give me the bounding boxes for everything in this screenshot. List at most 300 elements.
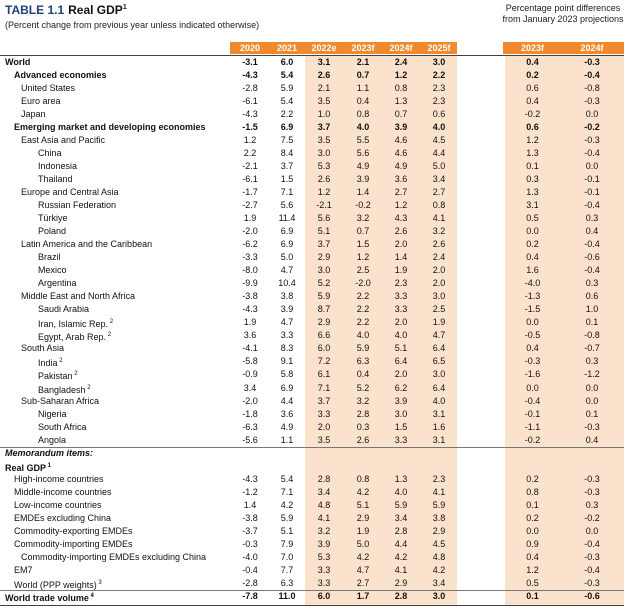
table-row xyxy=(0,421,624,434)
cell-value: 5.3 xyxy=(317,551,331,562)
cell-value: 1.3 xyxy=(394,96,408,107)
cell-value: -0.3 xyxy=(584,57,600,67)
table-row xyxy=(0,434,624,447)
cell-value: 5.5 xyxy=(356,135,370,146)
cell-value: 4.7 xyxy=(432,330,446,341)
cell-value: 3.1 xyxy=(432,408,446,419)
cell-value: 3.9 xyxy=(280,304,294,315)
cell-value: 3.6 xyxy=(394,174,408,185)
cell-value: 1.2 xyxy=(394,200,408,211)
row-label xyxy=(21,290,135,303)
cell-value: 2.9 xyxy=(432,525,446,536)
cell-value: -4.0 xyxy=(524,278,541,289)
cell-value: 9.1 xyxy=(280,356,294,367)
cell-value: -0.1 xyxy=(524,408,541,419)
cell-value: 5.2 xyxy=(356,382,370,393)
table-row xyxy=(0,56,624,69)
cell-value: -3.1 xyxy=(242,57,258,67)
table-row xyxy=(0,342,624,355)
cell-value: 2.7 xyxy=(356,577,370,588)
cell-value: 2.6 xyxy=(317,174,331,185)
cell-value: -1.7 xyxy=(242,187,258,198)
cell-value: 0.8 xyxy=(526,486,539,497)
cell-value: 6.5 xyxy=(432,356,446,367)
table-row xyxy=(0,199,624,212)
cell-value: 0.3 xyxy=(585,356,599,367)
cell-value: 5.6 xyxy=(356,148,370,159)
cell-value: 5.9 xyxy=(394,499,408,510)
row-label-text: Real GDP xyxy=(5,462,47,473)
column-header-2024f: 2024f xyxy=(580,43,604,53)
row-label-text: Commodity-importing EMDEs excluding China xyxy=(21,551,207,562)
cell-value: 1.7 xyxy=(356,590,370,601)
cell-value: 0.0 xyxy=(526,382,539,393)
cell-value: -0.6 xyxy=(584,590,600,601)
footnote-marker: 3 xyxy=(96,579,102,586)
cell-value: 0.4 xyxy=(526,57,539,67)
cell-value: 1.9 xyxy=(356,525,370,536)
cell-value: 0.4 xyxy=(526,96,539,107)
row-label xyxy=(38,212,68,225)
column-header-2021: 2021 xyxy=(276,43,298,53)
cell-value: 3.9 xyxy=(317,538,331,549)
cell-value: -4.0 xyxy=(242,551,258,562)
cell-value: 0.4 xyxy=(585,226,599,237)
cell-value: 5.6 xyxy=(317,213,331,224)
table-row xyxy=(0,147,624,160)
cell-value: 5.4 xyxy=(280,473,294,484)
cell-value: 3.2 xyxy=(356,395,370,406)
row-label-text: Egypt, Arab Rep. xyxy=(38,332,107,343)
cell-value: 0.7 xyxy=(356,70,370,81)
cell-value: -0.4 xyxy=(584,564,600,575)
cell-value: -8.0 xyxy=(242,265,258,276)
cell-value: 3.2 xyxy=(317,525,331,536)
cell-value: -0.4 xyxy=(584,239,600,250)
row-label xyxy=(21,82,75,95)
cell-value: 0.0 xyxy=(585,395,599,406)
row-label-text: Middle East and North Africa xyxy=(21,291,136,302)
table-row xyxy=(0,238,624,251)
column-header-2023f: 2023f xyxy=(351,43,375,53)
cell-value: 2.6 xyxy=(394,226,408,237)
cell-value: -0.3 xyxy=(242,538,258,549)
cell-value: 0.4 xyxy=(526,551,539,562)
row-label xyxy=(38,434,66,447)
cell-value: 0.0 xyxy=(526,226,539,237)
row-label-text: Türkiye xyxy=(38,213,68,224)
row-label-text: East Asia and Pacific xyxy=(21,135,106,146)
cell-value: 3.0 xyxy=(394,408,408,419)
cell-value: 2.8 xyxy=(394,590,408,601)
row-label-text: EMDEs excluding China xyxy=(14,512,112,523)
row-label-text: World (PPP weights) xyxy=(14,579,97,590)
cell-value: 3.4 xyxy=(317,486,331,497)
table-row xyxy=(0,121,624,134)
cell-value: -0.4 xyxy=(584,538,600,549)
cell-value: -0.2 xyxy=(584,512,600,523)
cell-value: 5.1 xyxy=(280,525,294,536)
cell-value: 3.3 xyxy=(317,577,331,588)
cell-value: -0.8 xyxy=(584,83,600,94)
cell-value: 0.1 xyxy=(585,408,599,419)
cell-value: 7.5 xyxy=(280,135,294,146)
cell-value: -1.8 xyxy=(242,408,258,419)
row-label xyxy=(14,512,111,525)
cell-value: 3.7 xyxy=(317,239,331,250)
cell-value: 0.8 xyxy=(432,200,446,211)
cell-value: 1.6 xyxy=(432,421,446,432)
cell-value: 1.2 xyxy=(243,135,257,146)
footnote-marker: 2 xyxy=(106,332,112,339)
table-row xyxy=(0,212,624,225)
cell-value: 3.3 xyxy=(394,434,408,445)
row-label xyxy=(38,277,77,290)
table-title-footnote: 1 xyxy=(122,4,127,11)
row-label-text: Europe and Central Asia xyxy=(21,187,119,198)
cell-value: 4.2 xyxy=(356,486,370,497)
row-label xyxy=(14,121,206,134)
table-row xyxy=(0,251,624,264)
cell-value: -0.2 xyxy=(524,434,541,445)
row-label-text: Memorandum items: xyxy=(5,447,94,458)
footnote-marker: 2 xyxy=(108,319,114,326)
cell-value: 1.5 xyxy=(356,239,370,250)
cell-value: 1.4 xyxy=(243,499,257,510)
table-row xyxy=(0,160,624,173)
cell-value: 1.0 xyxy=(317,109,331,120)
cell-value: 3.8 xyxy=(432,512,446,523)
cell-value: 2.2 xyxy=(432,70,446,81)
cell-value: -0.5 xyxy=(524,330,541,341)
column-header-2023f: 2023f xyxy=(520,43,545,53)
cell-value: 2.2 xyxy=(243,148,257,159)
cell-value: 4.2 xyxy=(394,551,408,562)
cell-value: 3.4 xyxy=(394,512,408,523)
table-row xyxy=(0,473,624,486)
row-label xyxy=(14,486,112,499)
row-label-text: Emerging market and developing economies xyxy=(14,122,206,133)
cell-value: 3.0 xyxy=(432,57,446,67)
cell-value: 7.9 xyxy=(280,538,294,549)
cell-value: 3.0 xyxy=(317,148,331,159)
cell-value: 1.9 xyxy=(243,213,257,224)
cell-value: -0.1 xyxy=(584,174,600,185)
footnote-marker: 2 xyxy=(57,358,63,365)
row-label-text: Commodity-exporting EMDEs xyxy=(14,525,133,536)
row-label xyxy=(38,303,89,316)
cell-value: 3.9 xyxy=(394,122,408,133)
cell-value: 7.1 xyxy=(317,382,331,393)
cell-value: -2.1 xyxy=(316,200,332,211)
cell-value: 3.1 xyxy=(526,200,539,211)
cell-value: 5.0 xyxy=(432,161,446,172)
cell-value: 11.4 xyxy=(278,213,296,224)
table-title xyxy=(5,3,127,17)
cell-value: 5.2 xyxy=(317,278,331,289)
cell-value: 4.7 xyxy=(356,564,370,575)
cell-value: 0.0 xyxy=(585,109,599,120)
cell-value: 5.9 xyxy=(356,343,370,354)
cell-value: 4.0 xyxy=(356,122,370,133)
row-label-text: South Africa xyxy=(38,421,87,432)
cell-value: 0.3 xyxy=(526,174,539,185)
cell-value: 3.8 xyxy=(280,291,294,302)
projection-diff-header: Percentage point differences from January 2023 projections xyxy=(502,3,624,24)
cell-value: 1.9 xyxy=(394,265,408,276)
cell-value: 0.0 xyxy=(585,382,599,393)
cell-value: 4.9 xyxy=(394,161,408,172)
cell-value: 4.2 xyxy=(356,551,370,562)
cell-value: 2.0 xyxy=(432,278,446,289)
row-label xyxy=(14,69,107,82)
cell-value: 1.2 xyxy=(526,564,539,575)
column-header-2020: 2020 xyxy=(239,43,261,53)
cell-value: -1.5 xyxy=(242,122,258,133)
cell-value: 6.3 xyxy=(356,356,370,367)
cell-value: 3.1 xyxy=(317,57,331,67)
table-row xyxy=(0,186,624,199)
table-row xyxy=(0,303,624,316)
cell-value: -4.3 xyxy=(242,109,258,120)
cell-value: 3.3 xyxy=(317,564,331,575)
footnote-marker: 1 xyxy=(46,462,52,469)
cell-value: 3.4 xyxy=(432,577,446,588)
cell-value: 0.4 xyxy=(356,96,370,107)
cell-value: 4.2 xyxy=(280,499,294,510)
cell-value: 2.9 xyxy=(394,577,408,588)
cell-value: 3.7 xyxy=(280,161,294,172)
column-header-2025f: 2025f xyxy=(427,43,451,53)
table-row xyxy=(0,69,624,82)
cell-value: 7.1 xyxy=(280,486,294,497)
cell-value: 1.1 xyxy=(356,83,370,94)
cell-value: 6.3 xyxy=(280,577,294,588)
cell-value: -0.6 xyxy=(584,252,600,263)
cell-value: 4.0 xyxy=(432,122,446,133)
cell-value: 6.9 xyxy=(280,382,294,393)
cell-value: 3.3 xyxy=(280,330,294,341)
cell-value: 0.1 xyxy=(585,317,599,328)
cell-value: 4.7 xyxy=(280,317,294,328)
cell-value: -2.1 xyxy=(242,161,258,172)
cell-value: 4.3 xyxy=(394,213,408,224)
cell-value: 0.1 xyxy=(526,499,539,510)
cell-value: 2.8 xyxy=(394,525,408,536)
cell-value: -0.7 xyxy=(584,343,600,354)
table-row xyxy=(0,329,624,342)
table-row xyxy=(0,277,624,290)
table-row xyxy=(0,486,624,499)
table-row xyxy=(0,551,624,564)
footnote-marker: 2 xyxy=(72,371,78,378)
row-label-text: Angola xyxy=(38,434,67,445)
cell-value: 0.1 xyxy=(526,590,539,601)
cell-value: -1.3 xyxy=(524,291,541,302)
cell-value: 4.4 xyxy=(280,395,294,406)
row-label xyxy=(21,108,46,121)
table-row xyxy=(0,316,624,329)
cell-value: 2.5 xyxy=(356,265,370,276)
cell-value: 1.3 xyxy=(526,187,539,198)
footnote-marker: 2 xyxy=(85,384,91,391)
cell-value: 7.1 xyxy=(280,187,294,198)
table-row xyxy=(0,577,624,590)
row-label xyxy=(14,499,102,512)
row-label xyxy=(21,551,206,564)
cell-value: -0.3 xyxy=(584,486,600,497)
cell-value: 1.5 xyxy=(394,421,408,432)
cell-value: 2.0 xyxy=(394,369,408,380)
cell-value: 3.7 xyxy=(317,395,331,406)
cell-value: 4.8 xyxy=(432,551,446,562)
row-label xyxy=(21,395,99,408)
cell-value: 6.4 xyxy=(432,343,446,354)
cell-value: 0.8 xyxy=(356,473,370,484)
cell-value: 5.4 xyxy=(280,96,294,107)
table-name: Real GDP xyxy=(68,3,123,17)
cell-value: -3.7 xyxy=(242,525,258,536)
row-divider xyxy=(0,590,624,591)
row-label-text: Japan xyxy=(21,109,46,120)
cell-value: 0.6 xyxy=(526,83,539,94)
cell-value: -1.5 xyxy=(524,304,541,315)
cell-value: 2.5 xyxy=(432,304,446,315)
table-row xyxy=(0,590,624,603)
cell-value: 6.4 xyxy=(394,356,408,367)
cell-value: -1.2 xyxy=(584,369,600,380)
cell-value: 2.2 xyxy=(356,304,370,315)
table-row xyxy=(0,538,624,551)
row-label xyxy=(38,408,67,421)
table-row xyxy=(0,564,624,577)
cell-value: -0.3 xyxy=(584,421,600,432)
cell-value: -0.9 xyxy=(242,369,258,380)
cell-value: 3.0 xyxy=(432,291,446,302)
row-label xyxy=(21,342,64,355)
table-row xyxy=(0,173,624,186)
cell-value: -0.3 xyxy=(584,135,600,146)
table-row xyxy=(0,382,624,395)
cell-value: 5.3 xyxy=(317,161,331,172)
row-label-text: World trade volume xyxy=(5,592,89,603)
cell-value: -0.3 xyxy=(584,551,600,562)
cell-value: 2.9 xyxy=(317,317,331,328)
table-row xyxy=(0,499,624,512)
cell-value: 10.4 xyxy=(278,278,296,289)
cell-value: 0.4 xyxy=(356,369,370,380)
cell-value: -0.1 xyxy=(584,187,600,198)
cell-value: 3.3 xyxy=(394,291,408,302)
cell-value: -2.0 xyxy=(242,226,258,237)
table-number: TABLE 1.1 xyxy=(5,3,65,17)
table-row xyxy=(0,395,624,408)
cell-value: -4.1 xyxy=(242,343,258,354)
cell-value: -0.3 xyxy=(524,356,541,367)
cell-value: 0.0 xyxy=(585,525,599,536)
cell-value: 2.7 xyxy=(394,187,408,198)
row-label-text: Euro area xyxy=(21,96,61,107)
cell-value: 0.2 xyxy=(526,473,539,484)
footnote-marker: 4 xyxy=(88,592,94,599)
cell-value: -7.8 xyxy=(242,590,258,601)
cell-value: 1.3 xyxy=(526,148,539,159)
table-row xyxy=(0,525,624,538)
cell-value: -0.2 xyxy=(584,122,600,133)
cell-value: 3.3 xyxy=(317,408,331,419)
row-label-text: Nigeria xyxy=(38,408,67,419)
cell-value: 2.3 xyxy=(432,473,446,484)
cell-value: -5.6 xyxy=(242,434,258,445)
cell-value: 6.0 xyxy=(317,343,331,354)
cell-value: 3.4 xyxy=(243,382,257,393)
cell-value: 3.5 xyxy=(317,434,331,445)
cell-value: 0.2 xyxy=(526,512,539,523)
row-label-text: India xyxy=(38,358,58,369)
cell-value: 3.5 xyxy=(317,96,331,107)
cell-value: 0.2 xyxy=(526,70,539,81)
cell-value: 2.8 xyxy=(356,408,370,419)
cell-value: 1.2 xyxy=(356,252,370,263)
cell-value: 1.9 xyxy=(432,317,446,328)
cell-value: 4.0 xyxy=(394,330,408,341)
cell-value: 6.6 xyxy=(317,330,331,341)
cell-value: -0.4 xyxy=(584,200,600,211)
cell-value: 0.0 xyxy=(526,317,539,328)
cell-value: -0.4 xyxy=(584,148,600,159)
cell-value: 4.5 xyxy=(432,135,446,146)
row-label-text: Russian Federation xyxy=(38,200,117,211)
cell-value: 2.6 xyxy=(317,70,331,81)
row-label xyxy=(38,199,116,212)
cell-value: 0.9 xyxy=(526,538,539,549)
row-label xyxy=(14,538,133,551)
cell-value: 5.9 xyxy=(280,83,294,94)
row-label-text: Iran, Islamic Rep. xyxy=(38,319,109,330)
row-label-text: Middle-income countries xyxy=(14,486,112,497)
cell-value: 3.0 xyxy=(432,369,446,380)
cell-value: 3.2 xyxy=(356,213,370,224)
cell-value: 2.2 xyxy=(356,291,370,302)
table-row xyxy=(0,460,624,473)
cell-value: 4.0 xyxy=(432,395,446,406)
cell-value: 4.1 xyxy=(317,512,331,523)
cell-value: 4.4 xyxy=(394,538,408,549)
cell-value: 0.6 xyxy=(585,291,599,302)
cell-value: 3.4 xyxy=(432,174,446,185)
row-label-text: Indonesia xyxy=(38,161,78,172)
row-label-text: Mexico xyxy=(38,265,67,276)
cell-value: 4.4 xyxy=(432,148,446,159)
cell-value: 1.2 xyxy=(526,135,539,146)
table-row xyxy=(0,82,624,95)
cell-value: 3.5 xyxy=(317,135,331,146)
cell-value: 4.9 xyxy=(280,421,294,432)
row-label xyxy=(21,95,61,108)
cell-value: 5.9 xyxy=(432,499,446,510)
cell-value: 0.5 xyxy=(526,213,539,224)
table-row xyxy=(0,408,624,421)
cell-value: 1.2 xyxy=(394,70,408,81)
row-label-text: United States xyxy=(21,83,76,94)
cell-value: 6.1 xyxy=(317,369,331,380)
row-label xyxy=(14,473,104,486)
cell-value: -2.0 xyxy=(355,278,371,289)
row-label-text: World xyxy=(5,57,31,67)
cell-value: 11.0 xyxy=(278,590,296,601)
cell-value: 0.3 xyxy=(585,278,599,289)
cell-value: -3.8 xyxy=(242,291,258,302)
